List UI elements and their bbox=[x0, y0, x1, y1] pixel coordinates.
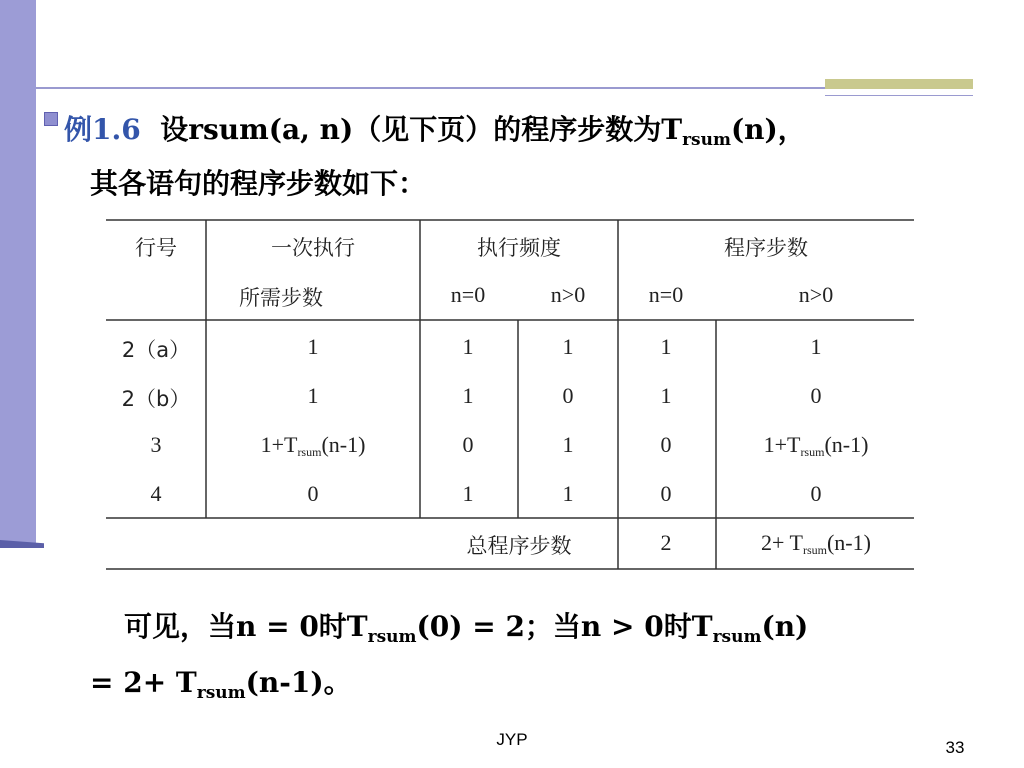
total-ngt0-prefix: 2+ T bbox=[761, 530, 803, 555]
conclusion-sub2: rsum bbox=[712, 627, 762, 647]
row3-total-sub: rsum bbox=[800, 445, 825, 459]
row1-freq-ngt0: 1 bbox=[562, 334, 574, 359]
total-steps-label: 总程序步数 bbox=[466, 534, 572, 558]
row1-line: 2（a） bbox=[121, 338, 191, 362]
th-freq-n0: n=0 bbox=[450, 282, 486, 307]
row2-freq-ngt0: 0 bbox=[562, 383, 574, 408]
row2-total-ngt0: 0 bbox=[810, 383, 822, 408]
th-total-ngt0: n>0 bbox=[798, 282, 834, 307]
row3-total-prefix: 1+T bbox=[763, 432, 801, 457]
conclusion-part2: (0) = 2；当n > 0时T bbox=[416, 610, 713, 643]
total-steps-ngt0 bbox=[761, 530, 871, 558]
row4-total-ngt0: 0 bbox=[810, 481, 822, 506]
row3-steps bbox=[261, 432, 366, 460]
row3-steps-suffix: (n-1) bbox=[321, 432, 366, 457]
table-grid-lines bbox=[106, 218, 914, 571]
th-freq-ngt0: n>0 bbox=[550, 282, 586, 307]
row2-total-n0: 1 bbox=[660, 383, 672, 408]
row1-freq-n0: 1 bbox=[462, 334, 474, 359]
conclusion-part3: (n) bbox=[761, 610, 809, 643]
conclusion-part1: 可见，当n = 0时T bbox=[124, 610, 368, 643]
row4-steps: 0 bbox=[307, 481, 319, 506]
row2-line: 2（b） bbox=[121, 387, 191, 411]
row3-freq-ngt0: 1 bbox=[562, 432, 574, 457]
row3-steps-sub: rsum bbox=[297, 445, 322, 459]
row4-total-n0: 0 bbox=[660, 481, 672, 506]
conclusion-part5: (n-1)。 bbox=[245, 666, 352, 699]
heading-line1-suffix: (n)， bbox=[730, 113, 806, 146]
th-line-number: 行号 bbox=[135, 236, 177, 260]
total-ngt0-suffix: (n-1) bbox=[826, 530, 871, 555]
conclusion-paragraph bbox=[90, 604, 960, 716]
row2-freq-n0: 1 bbox=[462, 383, 474, 408]
slide-sidebar-bar bbox=[0, 0, 36, 548]
row4-line: 4 bbox=[150, 481, 162, 506]
th-total-n0: n=0 bbox=[648, 282, 684, 307]
row3-steps-prefix: 1+T bbox=[260, 432, 298, 457]
row4-freq-ngt0: 1 bbox=[562, 481, 574, 506]
header-accent-block bbox=[825, 79, 973, 89]
th-total-steps: 程序步数 bbox=[724, 236, 808, 260]
row1-total-ngt0: 1 bbox=[810, 334, 822, 359]
th-steps-per-exec-2: 所需步数 bbox=[239, 286, 323, 310]
heading-line1-prefix: 设rsum(a, n)（见下页）的程序步数为T bbox=[160, 113, 683, 146]
th-frequency: 执行频度 bbox=[477, 236, 561, 260]
conclusion-part4: = 2+ T bbox=[90, 666, 197, 699]
conclusion-sub1: rsum bbox=[367, 627, 417, 647]
bullet-icon bbox=[44, 112, 58, 126]
th-steps-per-exec-1: 一次执行 bbox=[271, 236, 355, 260]
row3-total-suffix: (n-1) bbox=[824, 432, 869, 457]
row2-steps: 1 bbox=[307, 383, 319, 408]
row3-total-n0: 0 bbox=[660, 432, 672, 457]
page-number: 33 bbox=[945, 738, 965, 757]
footer-author: JYP bbox=[496, 730, 528, 749]
total-ngt0-sub: rsum bbox=[802, 543, 827, 557]
row3-total-ngt0 bbox=[764, 432, 869, 460]
row1-total-n0: 1 bbox=[660, 334, 672, 359]
slide-heading bbox=[64, 108, 1014, 206]
row3-freq-n0: 0 bbox=[462, 432, 474, 457]
conclusion-sub3: rsum bbox=[196, 683, 246, 703]
row3-line: 3 bbox=[150, 432, 162, 457]
row1-steps: 1 bbox=[307, 334, 319, 359]
row4-freq-n0: 1 bbox=[462, 481, 474, 506]
heading-line1-sub: rsum bbox=[682, 130, 731, 150]
step-count-table bbox=[106, 218, 914, 571]
total-steps-n0: 2 bbox=[660, 530, 672, 555]
example-label: 例1.6 bbox=[64, 113, 141, 146]
header-thin-rule bbox=[825, 95, 973, 96]
heading-line2: 其各语句的程序步数如下： bbox=[90, 167, 427, 200]
